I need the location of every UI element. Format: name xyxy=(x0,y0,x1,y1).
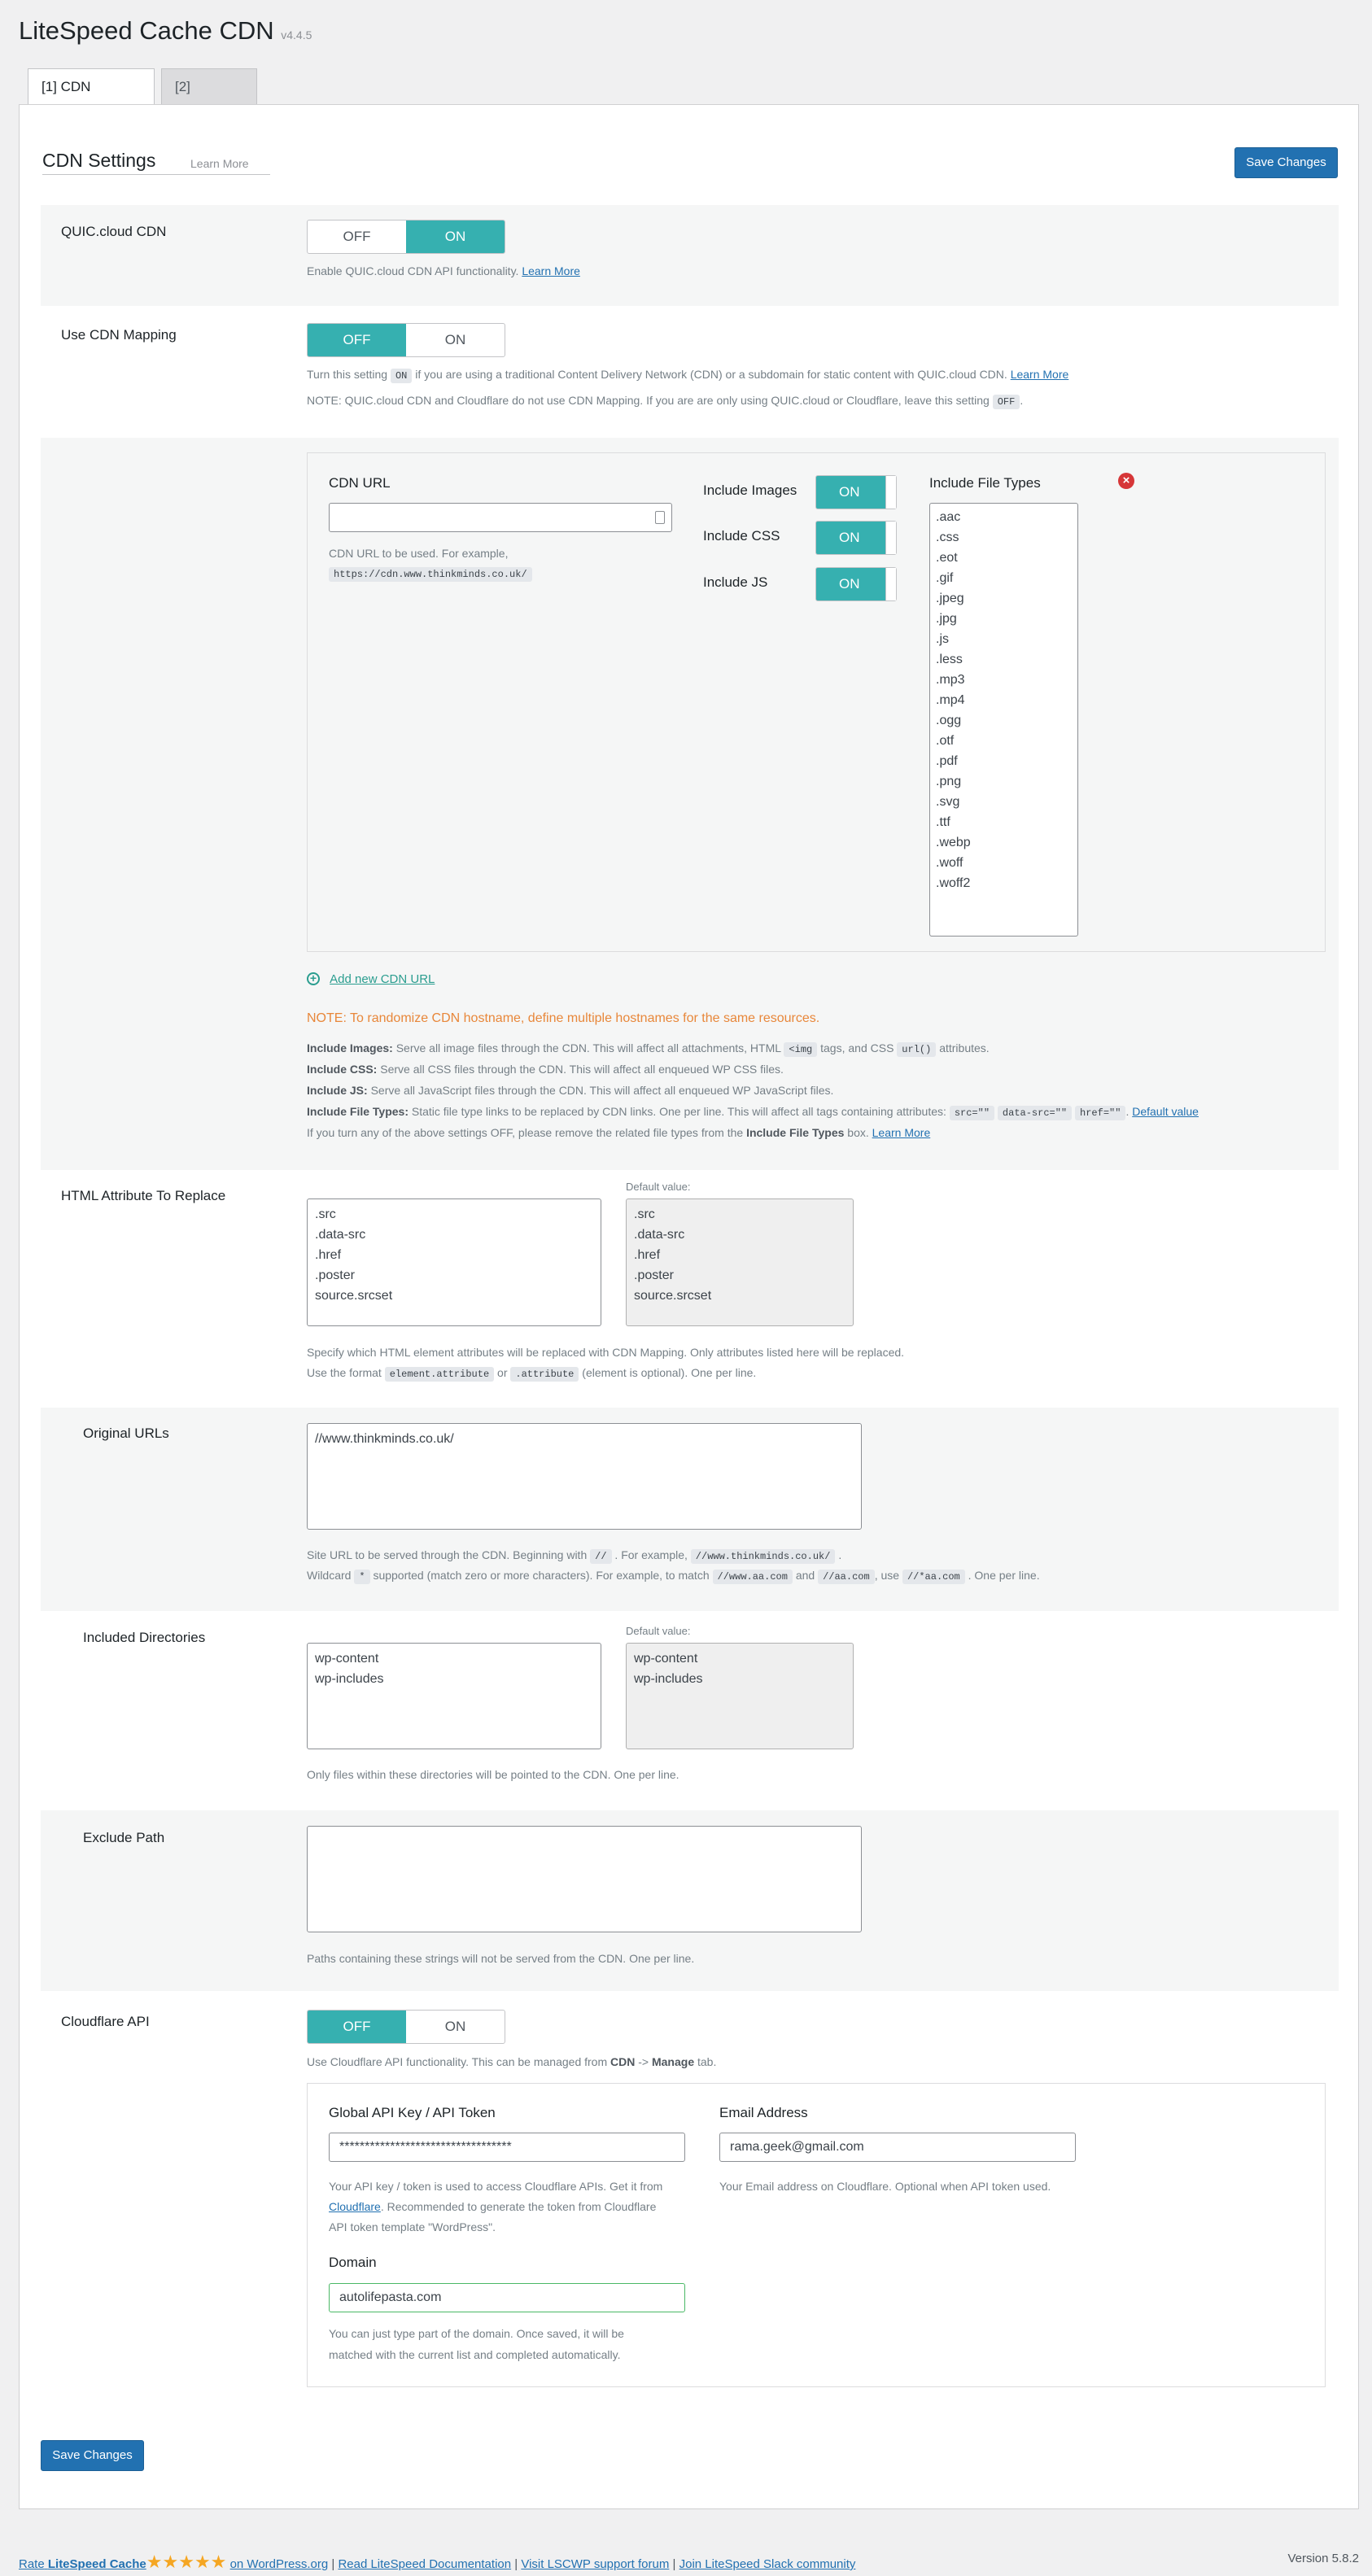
separator: | xyxy=(672,2557,676,2571)
file-type-item: .mp4 xyxy=(936,693,965,707)
tab-manage[interactable]: [2] xyxy=(161,68,257,104)
quic-cdn-desc xyxy=(307,261,580,281)
quic-cdn-label: QUIC.cloud CDN xyxy=(61,224,167,239)
code-url: url() xyxy=(897,1042,936,1057)
exclude-path-textarea[interactable] xyxy=(307,1826,862,1932)
learn-more-link[interactable]: Learn More xyxy=(190,157,249,170)
include-css-label: Include CSS xyxy=(703,528,780,544)
original-urls-desc1 xyxy=(307,1545,841,1566)
wp-version: Version 5.8.2 xyxy=(1287,2552,1359,2565)
desc-text: , use xyxy=(874,1569,900,1582)
html-attr-desc: Specify which HTML element attributes will be replaced with CDN Mapping. Only attributes listed here will be replaced. xyxy=(307,1346,905,1359)
file-type-item: .js xyxy=(936,632,949,646)
page-header-title xyxy=(19,16,312,46)
docs-link[interactable]: Read LiteSpeed Documentation xyxy=(338,2557,512,2571)
app-title: LiteSpeed Cache CDN xyxy=(19,16,274,45)
domain-label: Domain xyxy=(329,2255,377,2270)
file-type-item: .jpeg xyxy=(936,592,964,605)
desc-text: tab. xyxy=(697,2055,717,2068)
note-text: NOTE: QUIC.cloud CDN and Cloudflare do not use CDN Mapping. If you are are only using QUIC.cloud or Cloudflare, leave this setting xyxy=(307,394,990,407)
code-src: src="" xyxy=(950,1106,994,1120)
cloudflare-label: Cloudflare API xyxy=(61,2014,150,2029)
version-label: v4.4.5 xyxy=(281,28,312,41)
file-type-item: .less xyxy=(936,653,963,666)
note-label: Include CSS: xyxy=(307,1063,378,1076)
file-types-label: Include File Types xyxy=(929,475,1041,491)
cdn-url-example xyxy=(329,566,532,581)
desc-text: Turn this setting xyxy=(307,368,388,381)
desc-text: -> xyxy=(638,2055,649,2068)
domain-desc1: You can just type part of the domain. Once saved, it will be xyxy=(329,2327,624,2340)
file-type-item: .mp3 xyxy=(936,673,965,687)
note-text: Serve all CSS files through the CDN. This will affect all enqueued WP CSS files. xyxy=(380,1063,784,1076)
exclude-path-label: Exclude Path xyxy=(83,1830,165,1845)
email-desc: Your Email address on Cloudflare. Optional when API token used. xyxy=(719,2180,1051,2193)
footer-links xyxy=(19,2552,855,2573)
note-label: Include File Types: xyxy=(307,1105,409,1118)
email-input[interactable]: rama.geek@gmail.com xyxy=(719,2133,1076,2162)
desc-text: Wildcard xyxy=(307,1569,352,1582)
add-new-cdn-url[interactable] xyxy=(307,971,435,986)
original-urls-desc2 xyxy=(307,1565,1040,1587)
file-type-item: .otf xyxy=(936,734,955,748)
code-attribute: .attribute xyxy=(510,1367,579,1382)
desc-text: and xyxy=(795,1569,815,1582)
note-images xyxy=(307,1038,990,1059)
include-images-toggle[interactable]: ON xyxy=(815,475,897,509)
field-icon xyxy=(655,511,665,524)
file-type-item: .gif xyxy=(936,571,954,585)
note-file-types: Include File Types: Static file type links to be replaced by CDN links. One per line. This will affect all tags containing attributes: src="" data-src="" href="" . Default value xyxy=(307,1105,1199,1119)
rate-suffix[interactable]: on WordPress.org xyxy=(229,2557,329,2571)
file-type-item: .webp xyxy=(936,836,971,849)
code-example2: //aa.com xyxy=(818,1570,875,1584)
toggle-on[interactable]: ON xyxy=(406,220,505,253)
included-dirs-desc: Only files within these directories will be pointed to the CDN. One per line. xyxy=(307,1768,679,1781)
code-example1: //www.aa.com xyxy=(713,1570,793,1584)
file-type-item: .ogg xyxy=(936,714,962,727)
cdn-url-desc: CDN URL to be used. For example, xyxy=(329,547,509,560)
code-img: <img xyxy=(784,1042,817,1057)
default-value-label: Default value: xyxy=(626,1625,691,1637)
code-example3: //*aa.com xyxy=(902,1570,965,1584)
quic-cdn-toggle[interactable] xyxy=(307,220,505,254)
domain-desc2: matched with the current list and completed automatically. xyxy=(329,2348,621,2361)
quic-learn-more[interactable]: Learn More xyxy=(522,264,580,277)
included-dirs-default: wp-content wp-includes xyxy=(626,1643,854,1749)
desc-text: Site URL to be served through the CDN. Beginning with xyxy=(307,1548,588,1561)
rate-text: Rate xyxy=(19,2557,45,2571)
tab-cdn-settings[interactable]: [1] CDN xyxy=(28,68,155,104)
html-attr-label: HTML Attribute To Replace xyxy=(61,1188,226,1203)
include-css-toggle[interactable]: ON xyxy=(815,521,897,555)
save-button-top[interactable]: Save Changes xyxy=(1234,147,1338,178)
example-code: https://cdn.www.thinkminds.co.uk/ xyxy=(329,567,532,582)
api-key-desc2 xyxy=(329,2197,656,2216)
note-text: Serve all image files through the CDN. This will affect all attachments, HTML xyxy=(395,1041,781,1054)
note-text: If you turn any of the above settings OFF, please remove the related file types from the xyxy=(307,1126,744,1139)
html-attr-format xyxy=(307,1363,756,1384)
cdn-mapping-desc xyxy=(307,365,1068,386)
cdn-mapping-label: Use CDN Mapping xyxy=(61,327,177,343)
code-site-url: //www.thinkminds.co.uk/ xyxy=(691,1549,836,1564)
note-label: Include Images: xyxy=(307,1041,393,1054)
desc-text: Use the format xyxy=(307,1366,382,1379)
include-js-toggle[interactable]: ON xyxy=(815,567,897,601)
code-off: OFF xyxy=(993,395,1020,409)
domain-input[interactable]: autolifepasta.com xyxy=(329,2283,685,2312)
note-label: Include File Types xyxy=(746,1126,845,1139)
plus-circle-icon: + xyxy=(307,972,320,985)
toggle-off[interactable]: OFF xyxy=(343,229,371,244)
original-urls-label: Original URLs xyxy=(83,1426,169,1441)
html-attr-default: .src .data-src .href .poster source.srcset xyxy=(626,1198,854,1326)
desc-text: . For example, xyxy=(614,1548,688,1561)
file-type-item: .woff2 xyxy=(936,876,971,890)
default-value-link[interactable]: Default value xyxy=(1132,1105,1199,1118)
rate-plugin-name: LiteSpeed Cache xyxy=(47,2557,146,2571)
desc-text: supported (match zero or more characters). For example, to match xyxy=(373,1569,710,1582)
included-dirs-label: Included Directories xyxy=(83,1630,206,1645)
desc-text: Use Cloudflare API functionality. This can be managed from xyxy=(307,2055,608,2068)
included-dirs-textarea[interactable]: wp-content wp-includes xyxy=(307,1643,601,1749)
toggle-off[interactable]: OFF xyxy=(308,324,406,356)
note-off xyxy=(307,1123,930,1142)
file-type-item: .eot xyxy=(936,551,958,565)
desc-text: if you are using a traditional Content Delivery Network (CDN) or a subdomain for static content with QUIC.cloud CDN. xyxy=(415,368,1007,381)
desc-text: or xyxy=(497,1366,508,1379)
five-stars-icon: ★★★★★ xyxy=(146,2552,227,2572)
randomize-warning: NOTE: To randomize CDN hostname, define multiple hostnames for the same resources. xyxy=(307,1011,820,1025)
note-label: Include JS: xyxy=(307,1084,368,1097)
include-images-label: Include Images xyxy=(703,482,797,498)
add-new-link[interactable]: Add new CDN URL xyxy=(330,971,435,986)
cloudflare-link[interactable]: Cloudflare xyxy=(329,2200,381,2213)
file-type-item: .svg xyxy=(936,795,960,809)
desc-text: . xyxy=(838,1548,842,1561)
separator: | xyxy=(514,2557,518,2571)
toggle-off[interactable]: OFF xyxy=(308,2011,406,2043)
note-text: attributes. xyxy=(939,1041,990,1054)
note-css xyxy=(307,1059,784,1079)
quic-cdn-row xyxy=(41,205,1339,306)
desc-text: Your API key / token is used to access Cloudflare APIs. Get it from xyxy=(329,2180,663,2193)
note-learn-more[interactable]: Learn More xyxy=(872,1126,931,1139)
cloudflare-toggle[interactable] xyxy=(307,2010,505,2044)
desc-bold: CDN xyxy=(610,2055,636,2068)
slack-link[interactable]: Join LiteSpeed Slack community xyxy=(679,2557,856,2571)
file-type-item: .png xyxy=(936,775,962,788)
file-type-item: .jpg xyxy=(936,612,957,626)
cdn-mapping-toggle[interactable] xyxy=(307,323,505,357)
cdn-url-input[interactable] xyxy=(329,503,672,532)
file-type-item: .aac xyxy=(936,510,961,524)
file-type-item: .woff xyxy=(936,856,963,870)
toggle-on[interactable]: ON xyxy=(444,2019,466,2034)
api-key-desc1 xyxy=(329,2177,662,2196)
email-label: Email Address xyxy=(719,2105,808,2120)
file-type-item: .pdf xyxy=(936,754,958,768)
desc-text: . Recommended to generate the token from Cloudflare xyxy=(380,2200,657,2213)
note-js xyxy=(307,1081,833,1100)
api-key-desc3: API token template "WordPress". xyxy=(329,2220,496,2233)
html-attr-textarea[interactable]: .src .data-src .href .poster source.srcset xyxy=(307,1198,601,1326)
toggle-on[interactable]: ON xyxy=(444,332,466,347)
include-js-label: Include JS xyxy=(703,574,768,590)
section-title: CDN Settings xyxy=(42,150,156,171)
cdn-url-label: CDN URL xyxy=(329,475,391,491)
code-on: ON xyxy=(391,369,412,383)
code-href: href="" xyxy=(1075,1106,1125,1120)
separator: | xyxy=(331,2557,335,2571)
file-type-item: .css xyxy=(936,530,959,544)
cdn-mapping-note: NOTE: QUIC.cloud CDN and Cloudflare do not use CDN Mapping. If you are are only using QUIC.cloud or Cloudflare, leave this setting OFF . xyxy=(307,394,1024,408)
code-wildcard: * xyxy=(354,1570,369,1584)
note-text: tags, and CSS xyxy=(820,1041,894,1054)
save-button-bottom[interactable]: Save Changes xyxy=(41,2440,144,2471)
forum-link[interactable]: Visit LSCWP support forum xyxy=(521,2557,670,2571)
cloudflare-desc xyxy=(307,2052,716,2072)
quic-desc-text: Enable QUIC.cloud CDN API functionality. xyxy=(307,264,519,277)
default-value-label: Default value: xyxy=(626,1181,691,1193)
code-slashes: // xyxy=(590,1549,611,1564)
rate-link[interactable] xyxy=(19,2557,146,2571)
exclude-path-desc: Paths containing these strings will not be served from the CDN. One per line. xyxy=(307,1952,695,1965)
file-type-item: .ttf xyxy=(936,815,950,829)
note-text: box. xyxy=(847,1126,869,1139)
title-underline xyxy=(42,174,270,175)
api-key-input[interactable]: ********************************** xyxy=(329,2133,685,2162)
desc-text: (element is optional). One per line. xyxy=(582,1366,757,1379)
code-data-src: data-src="" xyxy=(998,1106,1072,1120)
api-key-label: Global API Key / API Token xyxy=(329,2105,496,2120)
note-text: Serve all JavaScript files through the CDN. This will affect all enqueued WP JavaScript files. xyxy=(370,1084,834,1097)
file-types-textarea[interactable] xyxy=(929,503,1078,937)
desc-text: . One per line. xyxy=(968,1569,1040,1582)
code-element-attribute: element.attribute xyxy=(385,1367,494,1382)
remove-cdn-icon[interactable]: × xyxy=(1118,473,1134,489)
note-text: Static file type links to be replaced by CDN links. One per line. This will affect all tags containing attributes: xyxy=(411,1105,946,1118)
desc-bold: Manage xyxy=(651,2055,695,2068)
original-urls-textarea[interactable]: //www.thinkminds.co.uk/ xyxy=(307,1423,862,1530)
mapping-learn-more[interactable]: Learn More xyxy=(1010,368,1069,381)
